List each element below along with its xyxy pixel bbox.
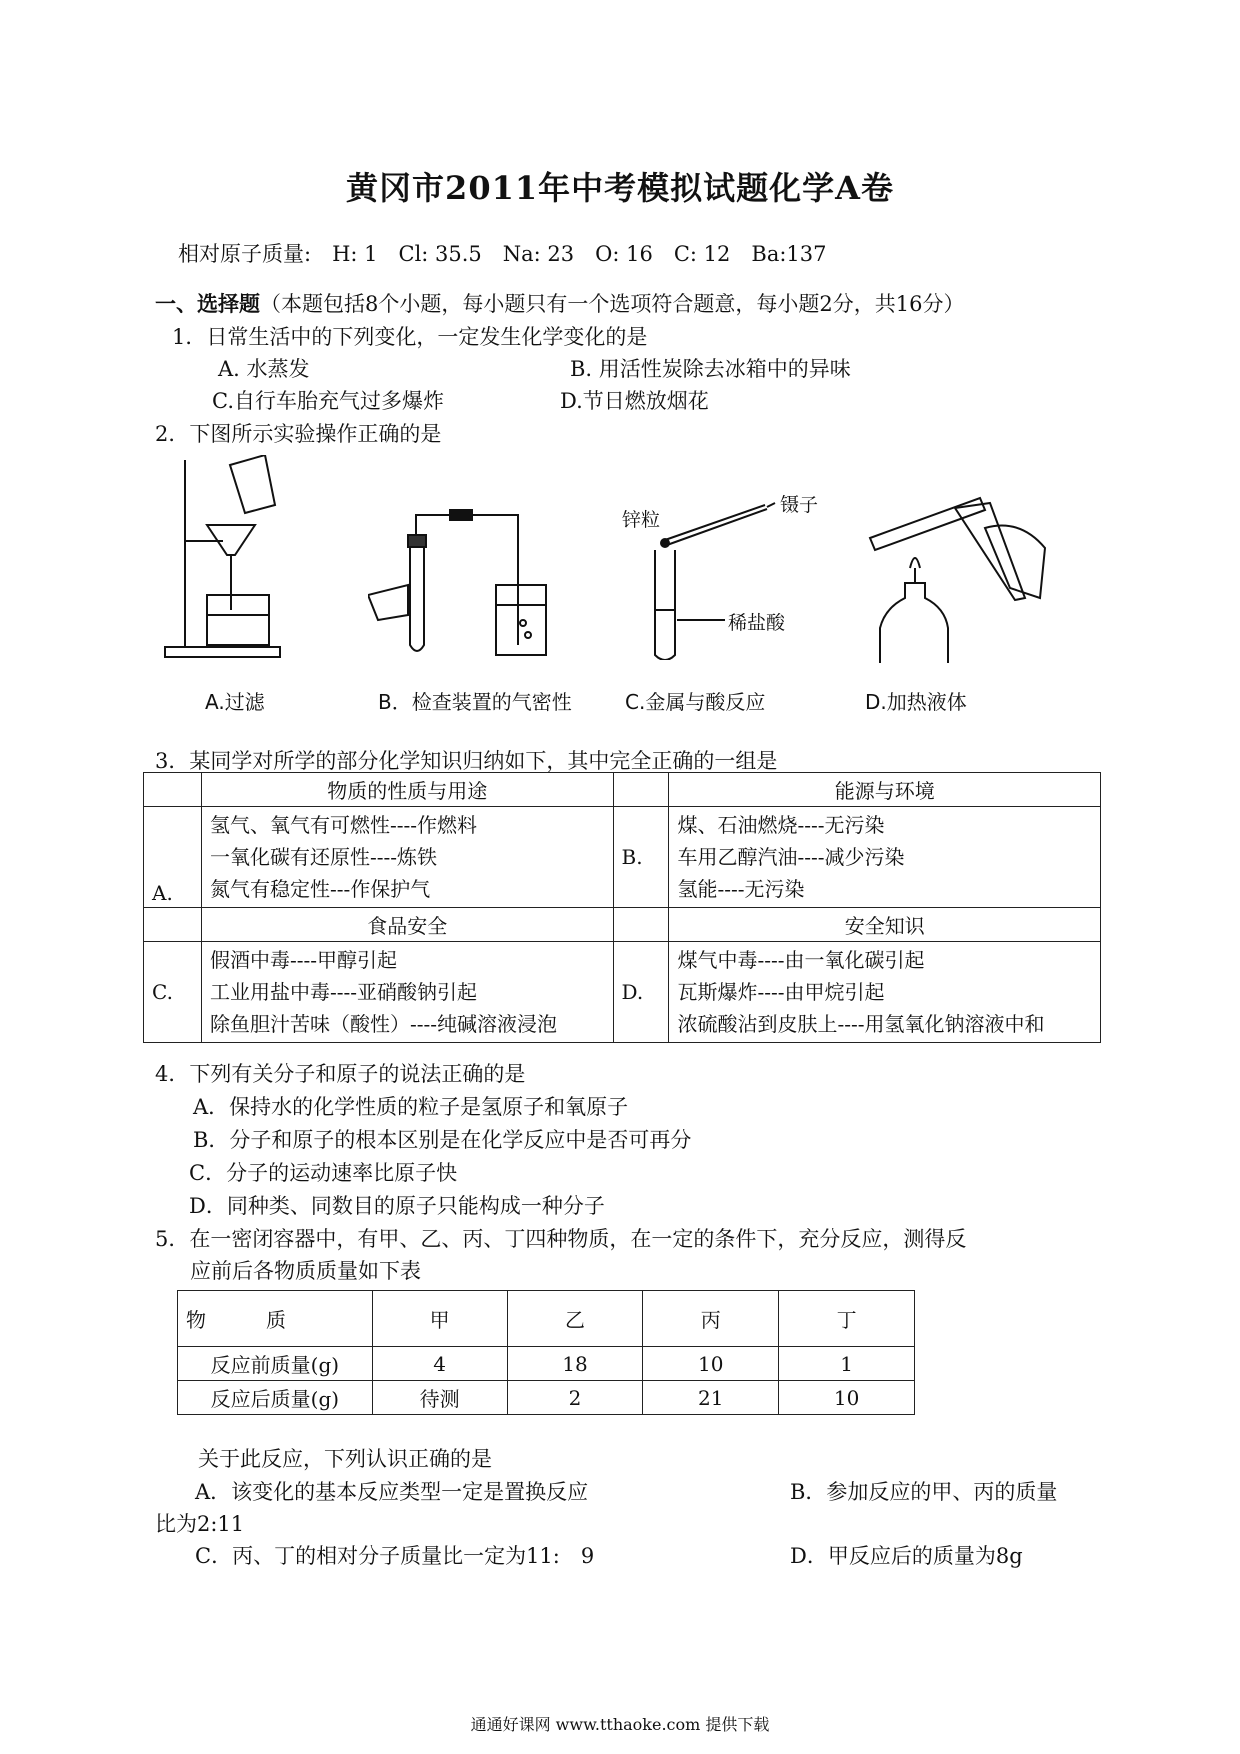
atomic-masses: 相对原子质量: H: 1 Cl: 35.5 Na: 23 O: 16 C: 12 Ba:137 xyxy=(178,242,827,266)
q4-option-b: B．分子和原子的根本区别是在化学反应中是否可再分 xyxy=(193,1128,692,1152)
label-zinc: 锌粒 xyxy=(622,509,661,531)
mass-table-header-substance: 物 质 xyxy=(178,1291,373,1347)
q1-option-b: B. 用活性炭除去冰箱中的异味 xyxy=(570,357,851,381)
mass-before-ding: 1 xyxy=(779,1347,915,1381)
group-a-line-2: 一氧化碳有还原性----炼铁 xyxy=(209,845,437,869)
mass-after-yi: 2 xyxy=(507,1381,643,1415)
mass-before-jia: 4 xyxy=(372,1347,507,1381)
q2-stem: 2．下图所示实验操作正确的是 xyxy=(155,422,442,446)
group-d-content xyxy=(669,942,1101,1043)
mass-table xyxy=(177,1290,915,1415)
q5-option-b: B．参加反应的甲、丙的质量 xyxy=(790,1480,1058,1504)
mass-after-jia: 待测 xyxy=(372,1381,507,1415)
group-a-line-1: 氢气、氧气有可燃性----作燃料 xyxy=(209,813,477,837)
section-note: （本题包括8个小题，每小题只有一个选项符合题意，每小题2分，共16分） xyxy=(260,292,965,316)
q4-option-d: D．同种类、同数目的原子只能构成一种分子 xyxy=(189,1194,605,1218)
group-c-content xyxy=(201,942,613,1043)
group-b-content xyxy=(669,807,1101,908)
group-c-line-1: 假酒中毒----甲醇引起 xyxy=(209,948,397,972)
q5-stem-line-2: 应前后各物质质量如下表 xyxy=(190,1259,421,1283)
footer-credit: 通通好课网 www.tthaoke.com 提供下载 xyxy=(470,1715,770,1734)
table-header-energy: 能源与环境 xyxy=(669,773,1101,807)
mass-table-header-yi: 乙 xyxy=(507,1291,643,1347)
group-b-line-1: 煤、石油燃烧----无污染 xyxy=(677,813,885,837)
row-label-b: B. xyxy=(613,807,669,908)
mass-before-bing: 10 xyxy=(643,1347,779,1381)
label-tweezers: 镊子 xyxy=(780,494,819,516)
group-d-line-2: 瓦斯爆炸----由甲烷引起 xyxy=(677,980,885,1004)
group-b-line-2: 车用乙醇汽油----减少污染 xyxy=(677,845,905,869)
mass-table-row-before: 反应前质量(g) xyxy=(178,1347,373,1381)
q4-option-c: C．分子的运动速率比原子快 xyxy=(189,1161,458,1185)
q2-caption-d: D.加热液体 xyxy=(865,690,967,714)
mass-after-bing: 21 xyxy=(643,1381,779,1415)
q5-option-a: A．该变化的基本反应类型一定是置换反应 xyxy=(195,1480,589,1504)
q5-option-b-continued: 比为2:11 xyxy=(155,1512,245,1536)
table-header-properties: 物质的性质与用途 xyxy=(201,773,613,807)
filtration-apparatus-figure xyxy=(155,455,290,660)
section-heading xyxy=(155,288,964,318)
q2-caption-c: C.金属与酸反应 xyxy=(625,690,766,714)
airtightness-check-figure xyxy=(368,505,568,660)
q4-stem: 4．下列有关分子和原子的说法正确的是 xyxy=(155,1062,526,1086)
row-label-a: A. xyxy=(144,807,202,908)
mass-table-header-bing: 丙 xyxy=(643,1291,779,1347)
q5-question: 关于此反应，下列认识正确的是 xyxy=(198,1447,492,1471)
group-b-line-3: 氢能----无污染 xyxy=(677,877,805,901)
q4-option-a: A．保持水的化学性质的粒子是氢原子和氧原子 xyxy=(193,1095,629,1119)
q1-option-d: D.节日燃放烟花 xyxy=(560,389,709,413)
group-a-line-3: 氮气有稳定性---作保护气 xyxy=(209,877,431,901)
group-d-line-1: 煤气中毒----由一氧化碳引起 xyxy=(677,948,925,972)
q5-option-c: C．丙、丁的相对分子质量比一定为11: 9 xyxy=(195,1544,595,1568)
knowledge-table xyxy=(143,772,1101,1043)
mass-table-header-ding: 丁 xyxy=(779,1291,915,1347)
group-c-line-3: 除鱼胆汁苦味（酸性）----纯碱溶液浸泡 xyxy=(209,1012,557,1036)
row-label-d: D. xyxy=(613,942,669,1043)
heating-liquid-figure xyxy=(860,488,1060,663)
q1-option-c: C.自行车胎充气过多爆炸 xyxy=(212,389,444,413)
row-label-c: C. xyxy=(144,942,202,1043)
mass-after-ding: 10 xyxy=(779,1381,915,1415)
group-d-line-3: 浓硫酸沾到皮肤上----用氢氧化钠溶液中和 xyxy=(677,1012,1045,1036)
q1-option-a: A. 水蒸发 xyxy=(218,357,310,381)
q5-stem-line-1: 5．在一密闭容器中，有甲、乙、丙、丁四种物质，在一定的条件下，充分反应，测得反 xyxy=(155,1227,967,1251)
group-c-line-2: 工业用盐中毒----亚硝酸钠引起 xyxy=(209,980,477,1004)
q3-stem: 3．某同学对所学的部分化学知识归纳如下，其中完全正确的一组是 xyxy=(155,749,778,773)
mass-table-row-after: 反应后质量(g) xyxy=(178,1381,373,1415)
q5-option-d: D．甲反应后的质量为8g xyxy=(790,1544,1023,1568)
table-header-safety: 安全知识 xyxy=(669,908,1101,942)
stand-base xyxy=(165,647,280,657)
table-header-food: 食品安全 xyxy=(201,908,613,942)
label-acid: 稀盐酸 xyxy=(728,612,786,634)
q1-stem: 1．日常生活中的下列变化，一定发生化学变化的是 xyxy=(172,325,648,349)
mass-before-yi: 18 xyxy=(507,1347,643,1381)
exam-title: 黄冈市2011年中考模拟试题化学A卷 xyxy=(346,169,894,207)
group-a-content xyxy=(201,807,613,908)
q2-caption-a: A.过滤 xyxy=(205,690,265,714)
mass-table-header-jia: 甲 xyxy=(372,1291,507,1347)
section-title: 一、选择题 xyxy=(155,291,260,316)
q2-caption-b: B．检查装置的气密性 xyxy=(378,690,572,714)
